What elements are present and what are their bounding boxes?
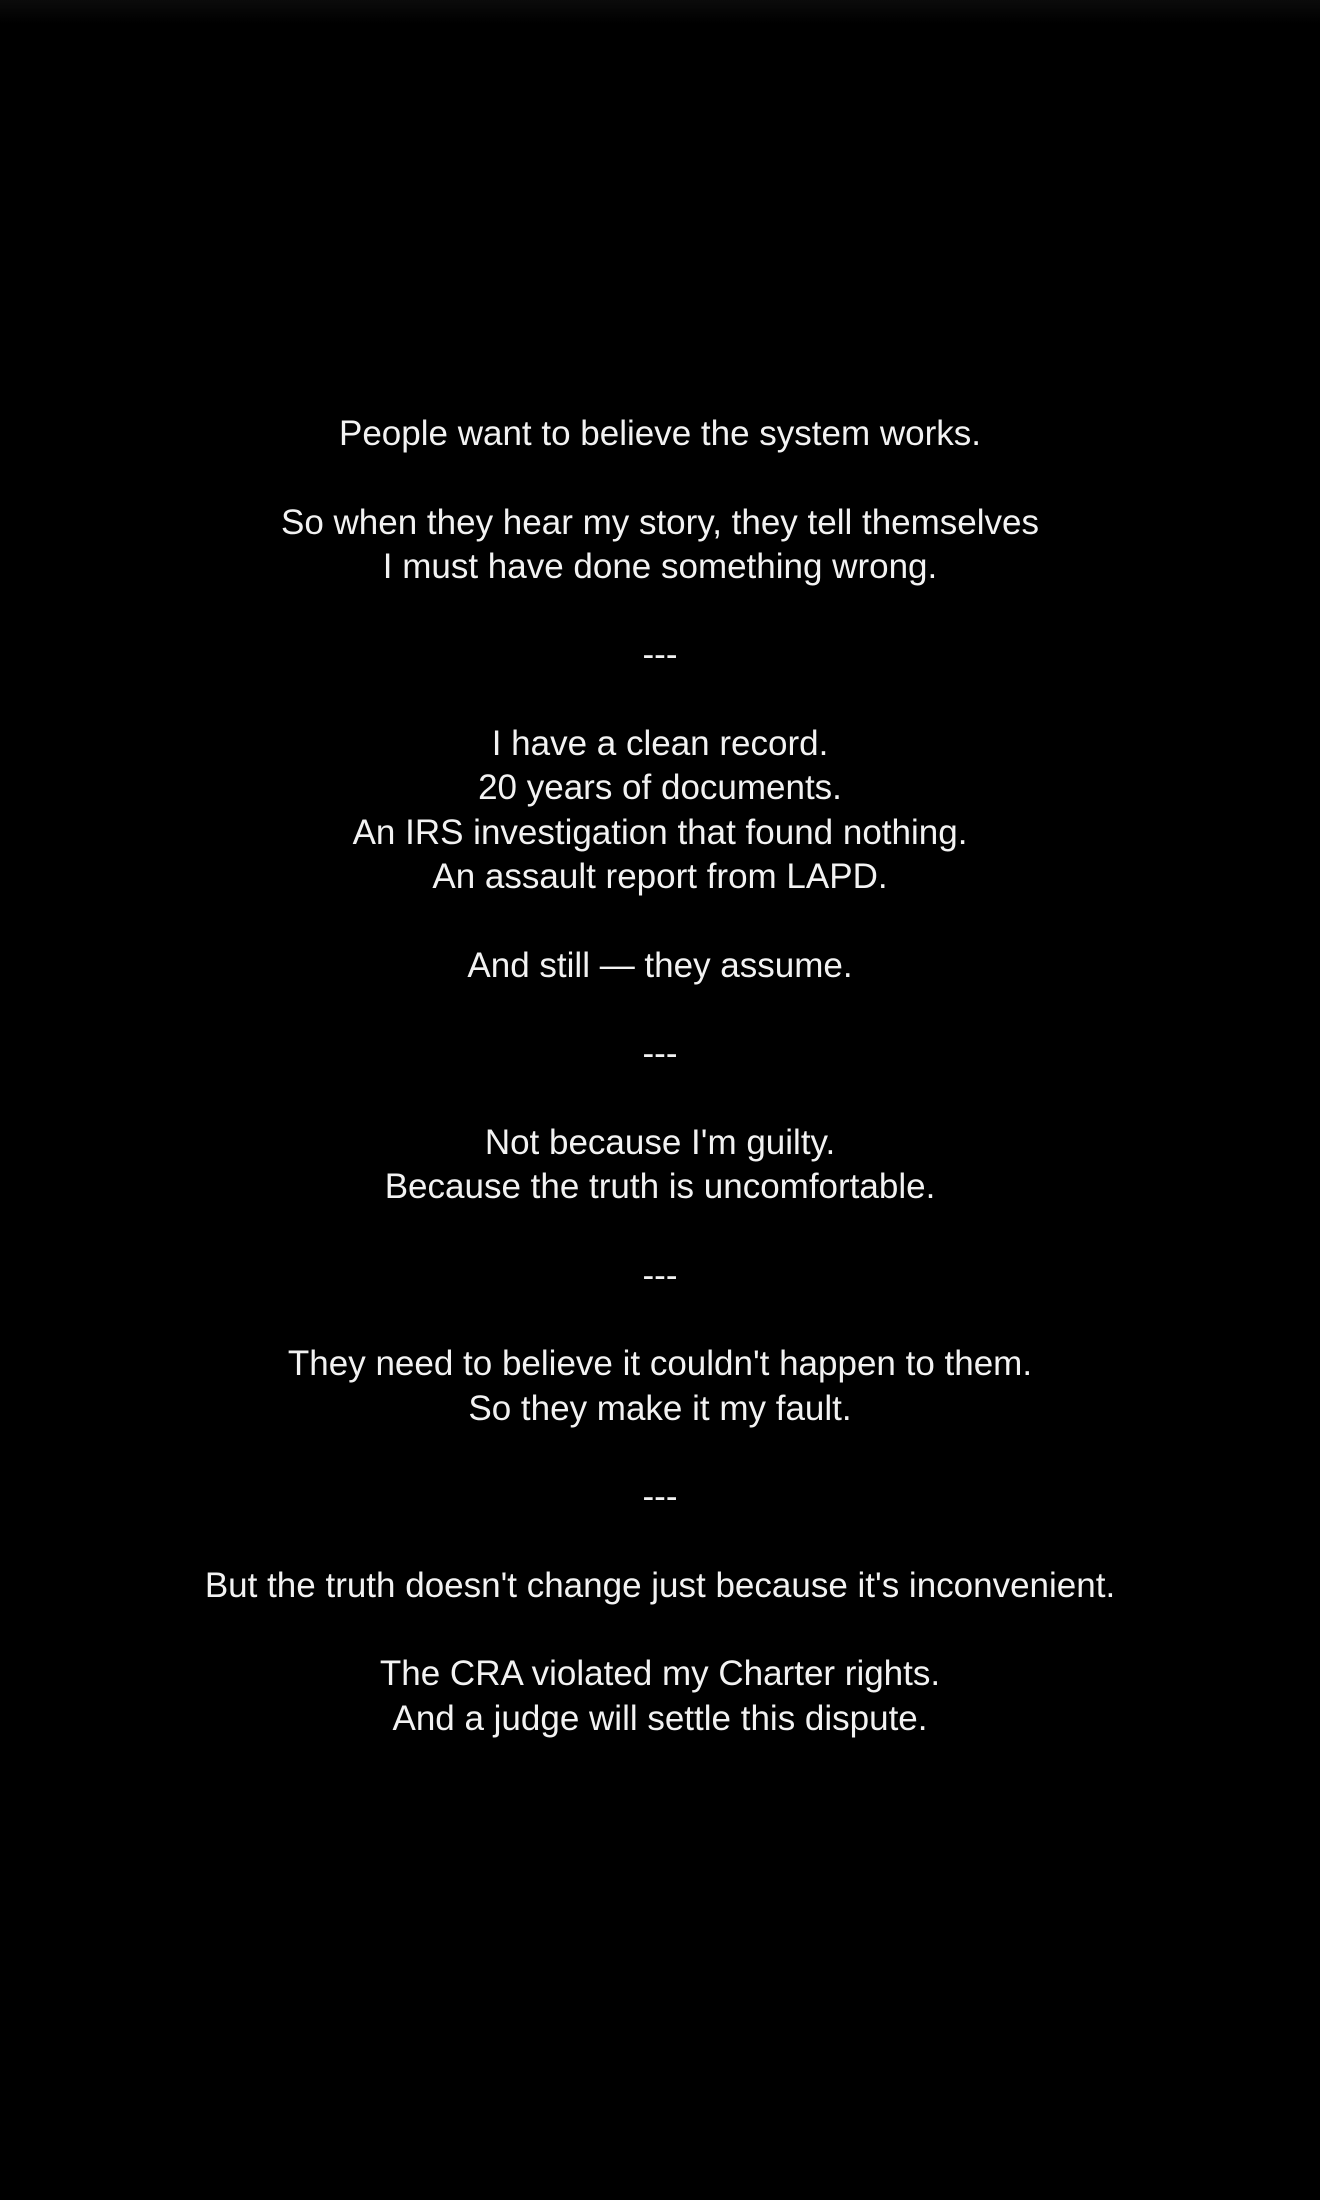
blank-line [0, 988, 1320, 1032]
text-line: And a judge will settle this dispute. [392, 1698, 928, 1738]
text-line: I have a clean record. [491, 724, 829, 764]
blank-line [0, 589, 1320, 633]
blank-line [0, 456, 1320, 500]
blank-line [0, 1519, 1320, 1563]
poem-text [0, 412, 1320, 1741]
blank-line [0, 1431, 1320, 1475]
text-line: Because the truth is uncomfortable. [384, 1167, 936, 1207]
text-line: People want to believe the system works. [339, 414, 981, 453]
text-line: And still — they assume. [467, 945, 853, 985]
text-line: The CRA violated my Charter rights. [379, 1654, 941, 1694]
blank-line [0, 678, 1320, 722]
blank-line [0, 1076, 1320, 1120]
text-line: They need to believe it couldn't happen to them. [287, 1344, 1033, 1384]
text-line: So when they hear my story, they tell themselves [280, 502, 1040, 542]
section-divider: --- [642, 635, 678, 675]
blank-line [0, 899, 1320, 943]
blank-line [0, 1298, 1320, 1342]
text-line: But the truth doesn't change just because it's inconvenient. [204, 1565, 1116, 1605]
section-divider: --- [642, 1255, 678, 1295]
text-line: Not because I'm guilty. [484, 1122, 836, 1162]
blank-line [0, 1608, 1320, 1652]
text-line: 20 years of documents. [478, 768, 842, 808]
section-divider: --- [642, 1477, 678, 1517]
section-divider: --- [642, 1034, 678, 1074]
text-line: An IRS investigation that found nothing. [352, 812, 968, 852]
text-line: I must have done something wrong. [382, 546, 938, 586]
text-line: An assault report from LAPD. [432, 856, 888, 896]
blank-line [0, 1209, 1320, 1253]
text-line: So they make it my fault. [468, 1388, 852, 1428]
